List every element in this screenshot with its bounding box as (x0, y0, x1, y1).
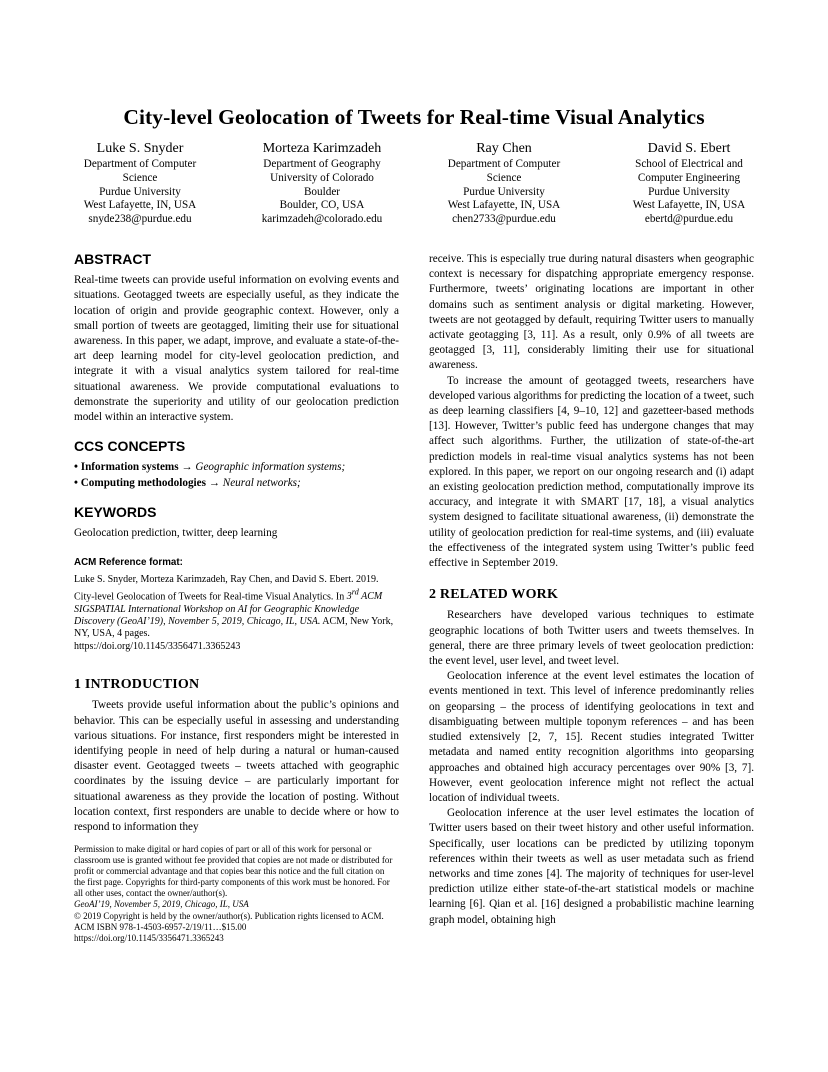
related-work-paragraph-3: Geolocation inference at the user level estimates the location of Twitter users based on their tweet history and other useful information. Specifically, user locations can be predicted by utilizing toponym references within their tweets as well as user metadata such as friend networks and time zones [4]. The majority of techniques for user-level prediction utilize either state-of-the-art statistical models or machine learning [6]. Qian et al. [16] designed a probabilistic machine learning graph model, obtaining high (429, 807, 754, 926)
author-location: West Lafayette, IN, USA (83, 199, 197, 212)
author-affiliation: Purdue University (648, 185, 730, 198)
author-location: West Lafayette, IN, USA (447, 199, 561, 212)
venue-ordinal: 3 (346, 591, 352, 603)
author-affiliation: University of Colorado (270, 171, 374, 184)
author-affiliation: Department of Geography (263, 158, 381, 170)
author-block (0, 140, 828, 232)
author-name: Morteza Karimzadeh (262, 141, 382, 156)
author-name: David S. Ebert (647, 141, 731, 156)
author-2 (237, 140, 407, 227)
keywords-text: Geolocation prediction, twitter, deep learning (74, 527, 278, 540)
left-column (74, 252, 399, 835)
author-3 (419, 140, 589, 227)
author-email: karimzadeh@colorado.edu (261, 213, 383, 226)
reference-doi: https://doi.org/10.1145/3356471.3365243 (74, 640, 241, 652)
ccs-item (74, 476, 399, 491)
author-affiliation: Science (122, 171, 158, 184)
copyright-footnote (74, 844, 396, 944)
author-affiliation: Department of Computer (83, 158, 197, 170)
author-name: Luke S. Snyder (96, 141, 184, 156)
author-affiliation: Boulder (303, 185, 341, 198)
ccs-category: • Information systems (74, 461, 179, 474)
related-work-paragraph-2: Geolocation inference at the event level estimates the location of events mentioned in text. This level of inference predominantly relies on geoparsing – the process of identifying geolocations in text and disambiguating between multiple toponym references – and has been studied extensively [2, 7, 15]. Recent studies integrated Twitter metadata and named entity recognition algorithms into geoparsing approaches and obtained high accuracy percentages over 90% [3, 7]. However, event geolocation inference might not reflect the actual location of individual tweets. (429, 670, 754, 804)
author-email: chen2733@purdue.edu (452, 213, 556, 226)
abstract-text: Real-time tweets can provide useful information on evolving events and situations. Geotagged tweets are especially useful, as they indicate the location of origin and provide geographic context. However, only a small portion of tweets are geotagged, limiting their use for situational awareness. In this paper, we adapt, improve, and evaluate a state-of-the-art deep learning model for city-level geolocation prediction, and integrate it with a visual analytics system tailored for real-time situational awareness. We provide computational evaluations to demonstrate the superiority and utility of our geolocation prediction model within an interactive system. (74, 274, 399, 424)
author-4 (604, 140, 774, 227)
related-work-paragraph-1: Researchers have developed various techniques to estimate geographic locations of both Twitter users and tweets themselves. In general, there are three primary levels of tweet geolocation prediction: the event level, user level, and tweet level. (429, 609, 754, 668)
keywords-heading: KEYWORDS (74, 503, 157, 520)
introduction-heading: 1 INTRODUCTION (74, 677, 200, 693)
right-column (429, 252, 754, 928)
author-affiliation: Purdue University (99, 185, 181, 198)
introduction-paragraph: Tweets provide useful information about the public’s opinions and behavior. This can be especially useful in assessing and understanding various situations. For instance, first responders might be interested in identifying people in need of help during a natural or human-caused disaster event. Geotagged tweets – tweets attached with geographic coordinates by the issuing device – are particularly important for situational awareness as they provide the location of posting. Without location context, first responders are unable to decide where or how to respond to information they (74, 699, 399, 834)
venue-text: GeoAI’19, November 5, 2019, Chicago, IL, USA (74, 899, 249, 910)
acm-reference-text (74, 574, 399, 653)
venue-ordinal-suffix: rd (351, 587, 359, 597)
author-affiliation: Computer Engineering (637, 171, 741, 184)
ccs-category: • Computing methodologies (74, 476, 206, 489)
ccs-subcategory: → Neural networks; (205, 476, 301, 489)
author-email: snyde238@purdue.edu (88, 213, 192, 226)
copyright-notice: © 2019 Copyright is held by the owner/author(s). Publication rights licensed to ACM. (74, 910, 384, 921)
author-affiliation: Science (486, 171, 522, 184)
acm-reference-heading: ACM Reference format: (74, 557, 183, 569)
author-affiliation: School of Electrical and (635, 158, 743, 170)
related-work-heading: 2 RELATED WORK (429, 587, 559, 603)
author-1 (55, 140, 225, 227)
ccs-heading: CCS CONCEPTS (74, 438, 186, 455)
permission-notice: Permission to make digital or hard copies of part or all of this work for personal or classroom use is granted without fee provided that copies are not made or distributed for profit or commercial advantage and that copies bear this notice and the full citation on the first page. Copyrights for third-party components of this work must be honored. For all other uses, contact the owner/author(s). (74, 844, 393, 899)
author-location: West Lafayette, IN, USA (632, 199, 746, 212)
ccs-subcategory: → Geographic information systems; (178, 461, 346, 474)
author-email: ebertd@purdue.edu (644, 213, 734, 226)
intro-continued-paragraph: receive. This is especially true during natural disasters when geographic context is necessary for dispatching appropriate emergency response. Furthermore, tweets’ originating locations are important in other domains such as sentiment analysis or digital marketing. However, tweets are not geotagged by default, requiring Twitter users to manually activate geotagging [3, 11]. As a result, only 0.9% of all tweets are geotagged [3, 11], considerably limiting their use for situational awareness. (429, 253, 754, 372)
author-affiliation: Purdue University (463, 185, 545, 198)
author-location: Boulder, CO, USA (279, 199, 365, 212)
ccs-item (74, 460, 399, 475)
footnote-venue (74, 899, 396, 910)
paper-title: City-level Geolocation of Tweets for Real-time Visual Analytics (123, 105, 705, 129)
reference-publisher: ACM, New York, NY, USA, 4 pages. (74, 616, 394, 640)
reference-citation: Luke S. Snyder, Morteza Karimzadeh, Ray Chen, and David S. Ebert. 2019. City-level Geolocation of Tweets for Real-time Visual Analytics. In (74, 574, 379, 603)
venue-name: ACM SIGSPATIAL International Workshop on AI for Geographic Knowledge Discovery (GeoAI’19), November 5, 2019, Chicago, IL, USA. (74, 591, 383, 627)
author-name: Ray Chen (476, 141, 532, 156)
footnote-doi: https://doi.org/10.1145/3356471.3365243 (74, 932, 224, 943)
isbn-notice: ACM ISBN 978-1-4503-6957-2/19/11…$15.00 (74, 921, 247, 932)
author-affiliation: Department of Computer (447, 158, 561, 170)
abstract-heading: ABSTRACT (74, 251, 151, 267)
ccs-list (74, 460, 399, 490)
intro-paragraph-2: To increase the amount of geotagged tweets, researchers have developed various algorithms for predicting the location of a tweet, such as deep learning classifiers [4, 9–10, 12] and gazetteer-based methods [13]. However, Twitter’s public feed has undergone changes that may affect such algorithms. Further, the utilization of state-of-the-art prediction models in real-time visual analytics systems has not been explored. In this paper, we report on our ongoing research and (i) adapt an existing geolocation prediction method, computationally improve its accuracy, and integrate it with SMART [17, 18], a visual analytics system designed to facilitate situational awareness, (ii) demonstrate the utility of geolocation prediction for real-time systems, and (iii) evaluate the effectiveness of the integrated system using Twitter’s public feed effective in September 2019. (429, 374, 754, 570)
